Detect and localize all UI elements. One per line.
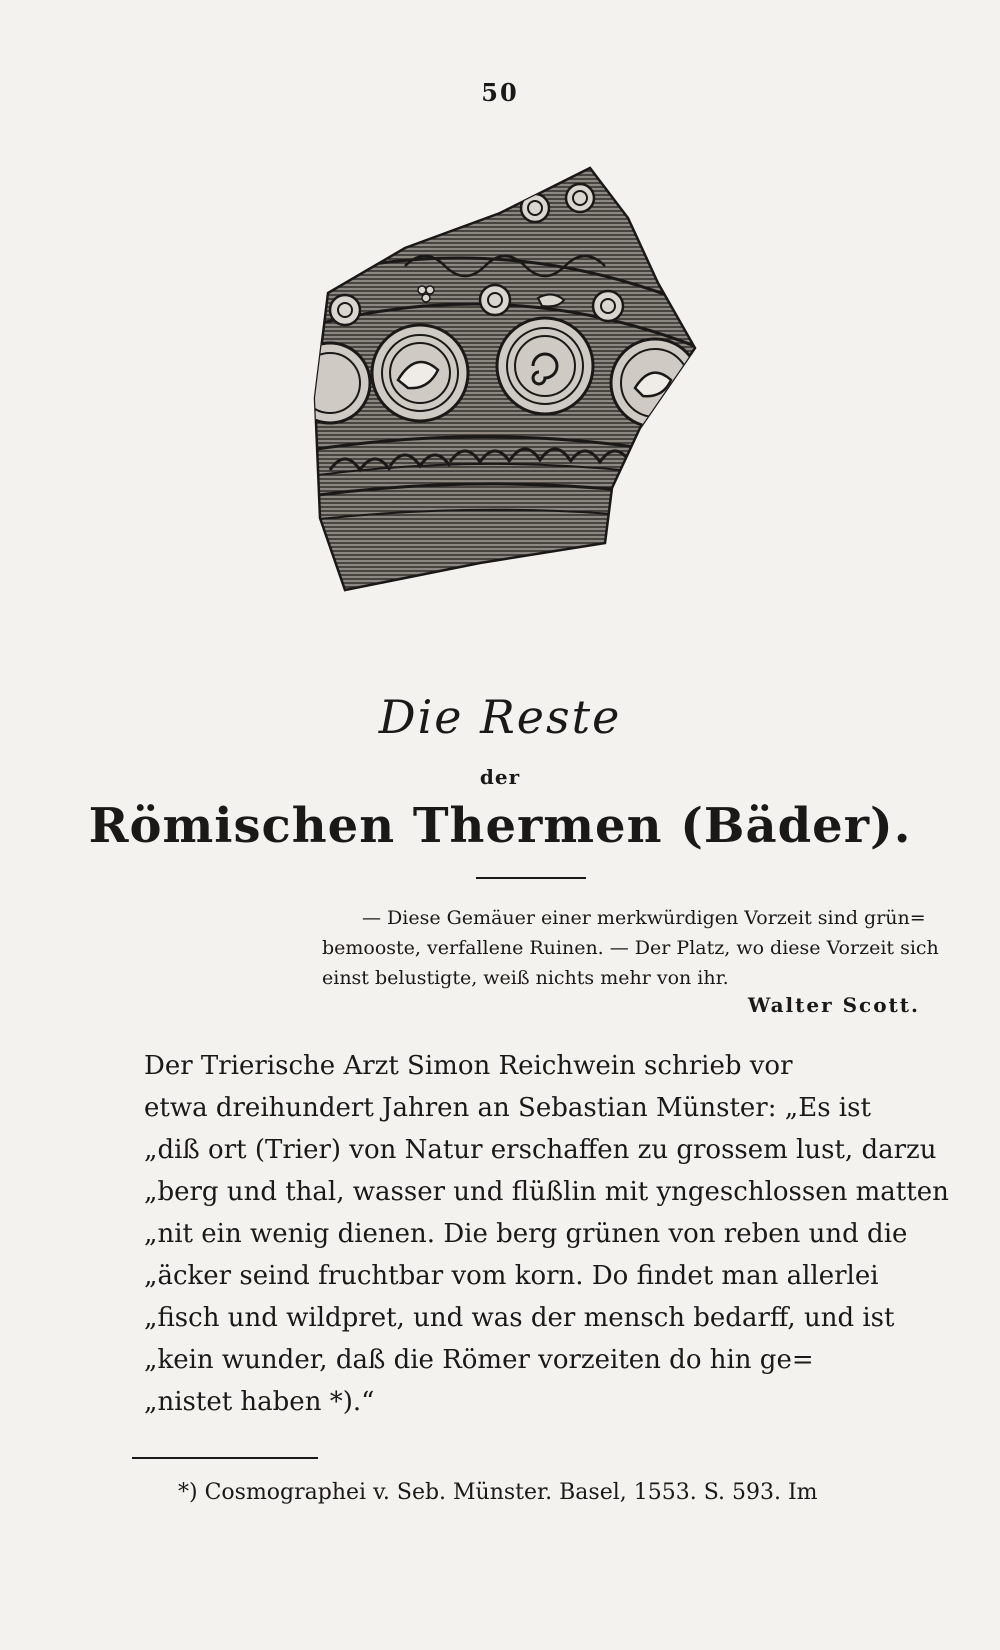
body-line: „berg und thal, wasser und flüßlin mit yngeschlossen matten (144, 1177, 949, 1207)
body-line: etwa dreihundert Jahren an Sebastian Münster: „Es ist (144, 1093, 871, 1123)
epigraph-line: bemooste, verfallene Ruinen. — Der Platz, wo diese Vorzeit sich (322, 937, 939, 959)
footnote: *) Cosmographei v. Seb. Münster. Basel, 1553. S. 593. Im (178, 1480, 818, 1505)
body-paragraph (144, 1045, 949, 1423)
title-divider-rule (476, 877, 586, 879)
epigraph (322, 903, 939, 993)
chapter-subtitle: Römischen Thermen (Bäder). (88, 798, 912, 854)
chapter-title-connector: der (479, 765, 521, 789)
page-number: 50 (481, 78, 519, 107)
body-line: „äcker seind fruchtbar vom korn. Do findet man allerlei (144, 1261, 879, 1291)
body-line: Der Trierische Arzt Simon Reichwein schrieb vor (144, 1051, 793, 1081)
body-line: „kein wunder, daß die Römer vorzeiten do hin ge= (144, 1345, 814, 1375)
footnote-divider-rule (132, 1457, 318, 1459)
chapter-title: Die Reste (378, 690, 622, 744)
body-line: „diß ort (Trier) von Natur erschaffen zu grossem lust, darzu (144, 1135, 937, 1165)
body-line: „fisch und wildpret, und was der mensch bedarff, und ist (144, 1303, 895, 1333)
epigraph-line: — Diese Gemäuer einer merkwürdigen Vorzeit sind grün= (362, 907, 926, 929)
body-line: „nistet haben *).“ (144, 1387, 375, 1417)
epigraph-attribution: Walter Scott. (747, 993, 920, 1017)
roman-pottery-shard-illustration (310, 158, 700, 618)
epigraph-line: einst belustigte, weiß nichts mehr von ihr. (322, 967, 729, 989)
body-line: „nit ein wenig dienen. Die berg grünen von reben und die (144, 1219, 908, 1249)
